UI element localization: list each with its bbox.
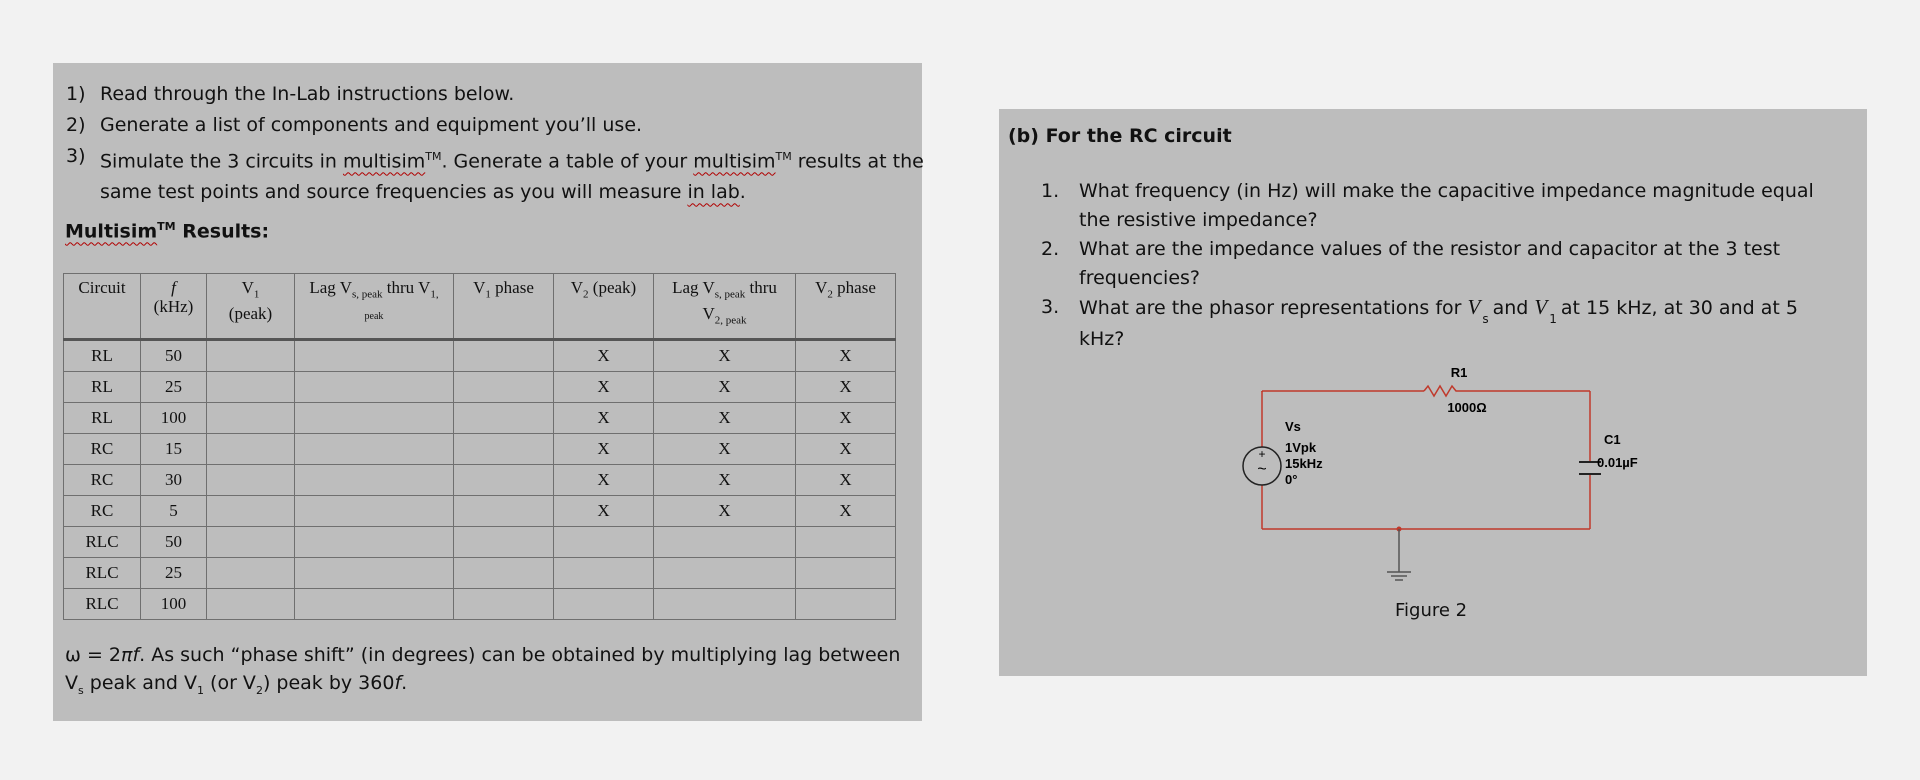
table-cell-v2phase: X — [796, 496, 896, 527]
svg-text:1Vpk: 1Vpk — [1285, 440, 1317, 455]
table-cell-f: 15 — [141, 434, 207, 465]
table-cell-f: 5 — [141, 496, 207, 527]
table-cell-circuit: RL — [64, 403, 141, 434]
question-1: 1. What frequency (in Hz) will make the capacitive impedance magnitude equal the resistive impedance? — [1041, 180, 1814, 231]
table-cell-v2phase — [796, 527, 896, 558]
question-2: 2. What are the impedance values of the resistor and capacitor at the 3 test frequencies? — [1041, 238, 1781, 289]
svg-text:R1: R1 — [1450, 365, 1468, 380]
table-row — [64, 372, 896, 403]
table-cell-circuit: RC — [64, 465, 141, 496]
header-v1-phase: $V_1$ phase — [454, 274, 554, 340]
table-cell-lag2: X — [654, 403, 796, 434]
svg-text:0.01µF: 0.01µF — [1597, 455, 1638, 470]
table-cell-v1 — [207, 558, 295, 589]
table-cell-v1phase — [454, 372, 554, 403]
table-cell-lag2: X — [654, 434, 796, 465]
table-row — [64, 527, 896, 558]
multisim-results-heading: Multisim™ Results: — [65, 220, 270, 243]
instruction-steps — [66, 79, 926, 208]
table-cell-circuit: RC — [64, 496, 141, 527]
table-cell-f: 50 — [141, 340, 207, 372]
table-cell-lag2 — [654, 589, 796, 620]
table-row — [64, 340, 896, 372]
header-lag-v1: Lag $V_{s, peak}$ thru $V_{1,}$ peak — [295, 274, 454, 340]
table-cell-v1phase — [454, 340, 554, 372]
table-cell-lag2: X — [654, 340, 796, 372]
in-lab-word: in lab — [687, 181, 740, 204]
step-1: 1) Read through the In-Lab instructions below. — [66, 83, 515, 105]
rc-heading: (b) For the RC circuit — [1008, 125, 1232, 147]
table-cell-v1 — [207, 372, 295, 403]
table-cell-v1 — [207, 589, 295, 620]
table-cell-lag2: X — [654, 496, 796, 527]
rc-circuit-panel — [999, 109, 1867, 676]
table-cell-lag1 — [295, 465, 454, 496]
table-cell-v2peak — [554, 558, 654, 589]
table-cell-lag1 — [295, 558, 454, 589]
table-cell-v1 — [207, 465, 295, 496]
table-cell-v1 — [207, 434, 295, 465]
table-cell-v2phase: X — [796, 465, 896, 496]
table-cell-v2phase: X — [796, 372, 896, 403]
table-cell-v1 — [207, 496, 295, 527]
table-cell-v1phase — [454, 589, 554, 620]
svg-text:0°: 0° — [1285, 472, 1298, 487]
svg-text:15kHz: 15kHz — [1285, 456, 1323, 471]
table-cell-v1phase — [454, 465, 554, 496]
table-cell-v1phase — [454, 434, 554, 465]
table-cell-f: 50 — [141, 527, 207, 558]
header-v2-phase: $V_2$ phase — [796, 274, 896, 340]
rc-circuit-diagram — [999, 109, 1867, 676]
step-3: 3) Simulate the 3 circuits in multisim™. Generate a table of your multisim™ results at the same test points and source frequencies as you will measure in lab. — [66, 145, 924, 204]
table-row — [64, 434, 896, 465]
table-cell-v2phase — [796, 558, 896, 589]
table-cell-f: 25 — [141, 558, 207, 589]
step-2: 2) Generate a list of components and equipment you’ll use. — [66, 114, 643, 136]
table-cell-lag1 — [295, 372, 454, 403]
question-3: 3. What are the phasor representations for V $_s$ and V $_1$ at 15 kHz, at 30 and at 5 kHz? — [1041, 295, 1798, 350]
table-cell-v2phase: X — [796, 340, 896, 372]
table-cell-v1phase — [454, 496, 554, 527]
table-cell-lag1 — [295, 589, 454, 620]
table-cell-lag2 — [654, 527, 796, 558]
table-cell-v2peak — [554, 527, 654, 558]
header-v1-peak: $V_1$ (peak) — [207, 274, 295, 340]
header-lag-v2: Lag $V_{s, peak}$ thru $V_{2, peak}$ — [654, 274, 796, 340]
table-cell-v2peak — [554, 589, 654, 620]
multisim-instructions-panel — [53, 63, 922, 721]
table-cell-v1 — [207, 403, 295, 434]
table-cell-v1 — [207, 527, 295, 558]
phase-shift-note: ω = 2πf. As such “phase shift” (in degrees) can be obtained by multiplying lag between $V_s$ peak and $V_1$ (or $V_2$) peak by 360f. — [65, 644, 901, 697]
table-cell-lag1 — [295, 340, 454, 372]
table-cell-circuit: RL — [64, 372, 141, 403]
results-table — [63, 273, 896, 620]
table-row — [64, 496, 896, 527]
results-body — [64, 340, 896, 620]
table-cell-lag1 — [295, 403, 454, 434]
table-row — [64, 558, 896, 589]
resistor-r1 — [1424, 365, 1487, 415]
table-cell-lag2 — [654, 558, 796, 589]
table-cell-v2peak: X — [554, 372, 654, 403]
table-cell-circuit: RL — [64, 340, 141, 372]
multisim-word-2: multisim — [693, 150, 776, 173]
table-cell-v2peak: X — [554, 403, 654, 434]
voltage-source-vs — [1243, 419, 1323, 487]
svg-text:C1: C1 — [1604, 432, 1621, 447]
table-cell-v2peak: X — [554, 496, 654, 527]
multisim-word: multisim — [342, 150, 426, 173]
header-circuit: Circuit — [64, 274, 141, 340]
header-v2-peak: $V_2$ (peak) — [554, 274, 654, 340]
table-cell-f: 25 — [141, 372, 207, 403]
table-cell-circuit: RLC — [64, 527, 141, 558]
capacitor-c1 — [1579, 432, 1638, 474]
table-cell-lag2: X — [654, 372, 796, 403]
table-cell-circuit: RLC — [64, 589, 141, 620]
table-cell-v2phase: X — [796, 403, 896, 434]
table-row — [64, 465, 896, 496]
table-cell-v2peak: X — [554, 340, 654, 372]
table-cell-f: 30 — [141, 465, 207, 496]
table-cell-lag1 — [295, 527, 454, 558]
table-cell-v1phase — [454, 403, 554, 434]
table-cell-lag2: X — [654, 465, 796, 496]
figure-caption: Figure 2 — [1395, 600, 1468, 621]
table-cell-v1phase — [454, 527, 554, 558]
ground-icon — [1387, 527, 1411, 581]
table-cell-lag1 — [295, 434, 454, 465]
svg-text:+: + — [1258, 447, 1266, 461]
table-cell-circuit: RLC — [64, 558, 141, 589]
table-cell-v2peak: X — [554, 434, 654, 465]
table-cell-lag1 — [295, 496, 454, 527]
table-cell-f: 100 — [141, 403, 207, 434]
svg-text:~: ~ — [1257, 461, 1267, 478]
svg-text:Vs: Vs — [1285, 419, 1301, 434]
table-row — [64, 403, 896, 434]
table-cell-f: 100 — [141, 589, 207, 620]
table-row — [64, 589, 896, 620]
table-cell-circuit: RC — [64, 434, 141, 465]
table-cell-v2phase: X — [796, 434, 896, 465]
table-cell-v2peak: X — [554, 465, 654, 496]
table-cell-v1 — [207, 340, 295, 372]
table-cell-v2phase — [796, 589, 896, 620]
svg-text:1000Ω: 1000Ω — [1447, 400, 1487, 415]
table-cell-v1phase — [454, 558, 554, 589]
header-frequency: f (kHz) — [141, 274, 207, 340]
